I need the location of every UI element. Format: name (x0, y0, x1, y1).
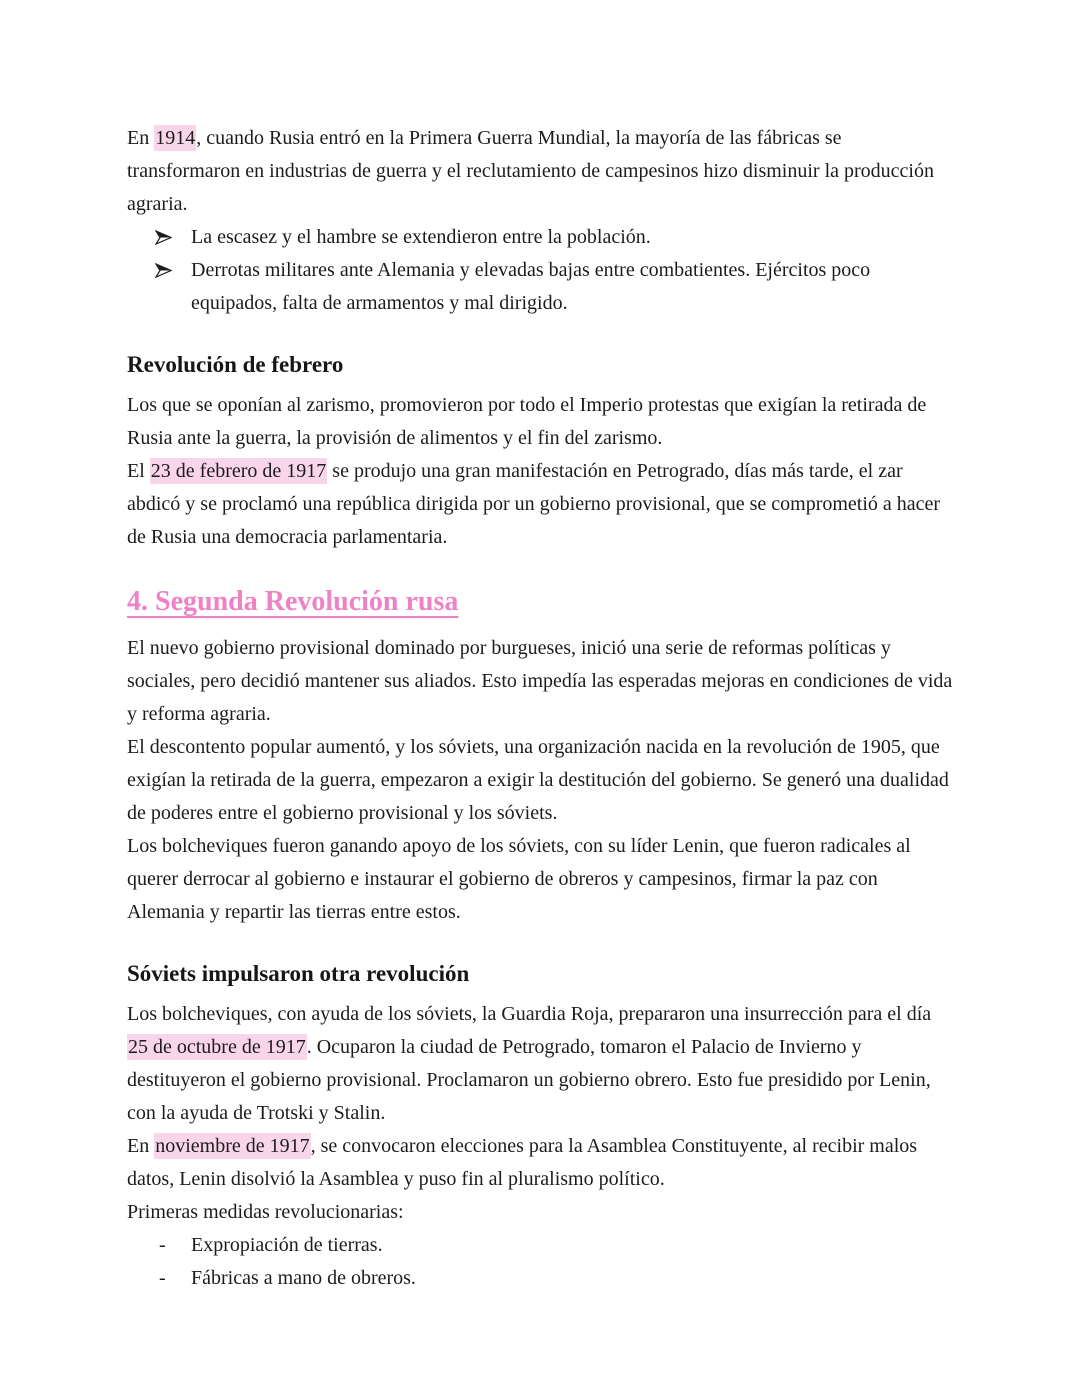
arrow-bullet-list (127, 221, 955, 320)
list-item-text: Derrotas militares ante Alemania y elevadas bajas entre combatientes. Ejércitos poco equipados, falta de armamentos y mal dirigido. (191, 259, 871, 314)
dash-bullet-icon: - (159, 1234, 166, 1256)
text-segment: En (127, 127, 155, 149)
text-segment: . Ocuparon la ciudad de Petrogrado, tomaron el Palacio de Invierno y destituyeron el gobierno provisional. Proclamaron un gobierno obrero. Esto fue presidido por Lenin, con la ayuda de Trotski y Stalin. (127, 1036, 931, 1124)
highlighted-text: noviembre de 1917 (155, 1135, 310, 1157)
paragraph: Los bolcheviques fueron ganando apoyo de los sóviets, con su líder Lenin, que fueron radicales al querer derrocar al gobierno e instaurar el gobierno de obreros y campesinos, firmar la paz con Alemania y repartir las tierras entre estos. (127, 835, 911, 923)
list-item (155, 254, 955, 320)
highlighted-text: 25 de octubre de 1917 (128, 1036, 306, 1058)
highlighted-text: 23 de febrero de 1917 (150, 460, 327, 482)
page-title-text: 4. Segunda Revolución rusa (127, 586, 459, 617)
paragraph (127, 1130, 955, 1196)
paragraph-intro (127, 122, 955, 221)
text-segment: , se convocaron elecciones para la Asamblea Constituyente, al recibir malos datos, Lenin disolvió la Asamblea y puso fin al pluralismo político. (127, 1135, 918, 1190)
text-segment: , cuando Rusia entró en la Primera Guerra Mundial, la mayoría de las fábricas se transformaron en industrias de guerra y el reclutamiento de campesinos hizo disminuir la producción agraria. (127, 127, 934, 215)
arrow-bullet-icon (155, 254, 191, 287)
text-segment: El (127, 460, 150, 482)
list-item (155, 221, 955, 254)
list-item-text: Fábricas a mano de obreros. (191, 1267, 416, 1289)
list-item (155, 1229, 955, 1262)
list-item-text: Expropiación de tierras. (191, 1234, 383, 1256)
dash-bullet-icon: - (159, 1267, 166, 1289)
section-heading-revolucion-febrero: Revolución de febrero (127, 352, 344, 377)
paragraph (127, 998, 955, 1130)
paragraph (127, 455, 955, 554)
section-heading-soviets: Sóviets impulsaron otra revolución (127, 961, 470, 986)
text-segment: En (127, 1135, 155, 1157)
text-segment: se produjo una gran manifestación en Petrogrado, días más tarde, el zar abdicó y se proclamó una república dirigida por un gobierno provisional, que se comprometió a hacer de Rusia una democracia parlamentaria. (127, 460, 941, 548)
text-segment: Los bolcheviques, con ayuda de los sóviets, la Guardia Roja, prepararon una insurrección para el día (127, 1003, 932, 1025)
list-item-text: La escasez y el hambre se extendieron entre la población. (191, 226, 651, 248)
page-title-segunda-revolucion (127, 585, 955, 619)
paragraph: Primeras medidas revolucionarias: (127, 1201, 404, 1223)
list-item (155, 1262, 955, 1295)
arrow-bullet-icon (155, 221, 191, 254)
dash-bullet-list (127, 1229, 955, 1295)
paragraph: El nuevo gobierno provisional dominado por burgueses, inició una serie de reformas políticas y sociales, pero decidió mantener sus aliados. Esto impedía las esperadas mejoras en condiciones de vida y reforma agraria. (127, 637, 953, 725)
paragraph: El descontento popular aumentó, y los sóviets, una organización nacida en la revolución de 1905, que exigían la retirada de la guerra, empezaron a exigir la destitución del gobierno. Se generó una dualidad de poderes entre el gobierno provisional y los sóviets. (127, 736, 949, 824)
highlighted-text: 1914 (155, 127, 196, 149)
paragraph: Los que se oponían al zarismo, promovieron por todo el Imperio protestas que exigían la retirada de Rusia ante la guerra, la provisión de alimentos y el fin del zarismo. (127, 394, 927, 449)
